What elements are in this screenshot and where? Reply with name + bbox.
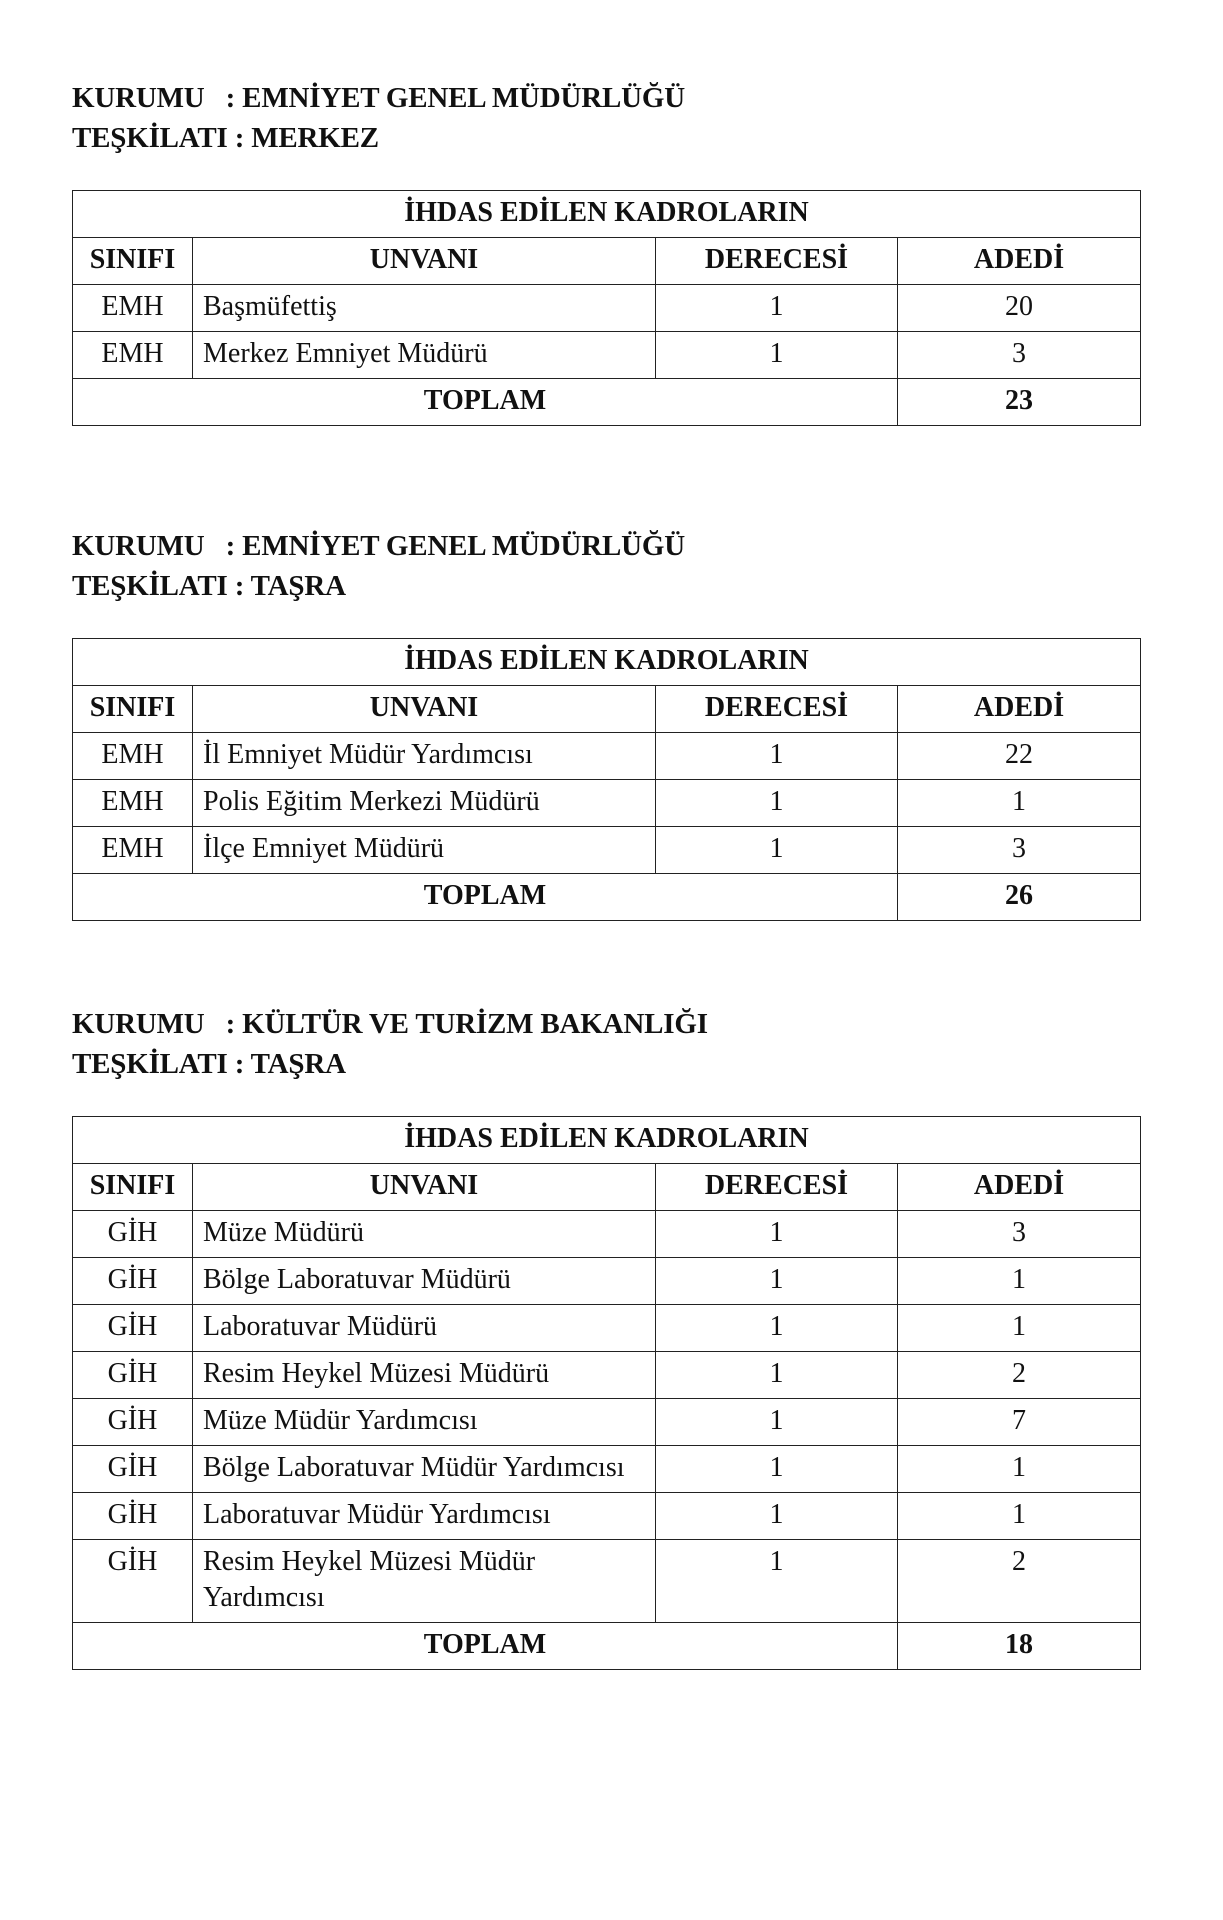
table-row — [73, 1446, 1141, 1493]
cell-derece: 1 — [656, 1493, 898, 1540]
cell-sinif: EMH — [73, 285, 193, 332]
cell-unvan: Bölge Laboratuvar Müdür Yardımcısı — [193, 1446, 656, 1493]
header-derecesi: DERECESİ — [656, 238, 898, 285]
total-value: 18 — [898, 1623, 1141, 1670]
cell-sinif: EMH — [73, 780, 193, 827]
cell-sinif: EMH — [73, 733, 193, 780]
total-label: TOPLAM — [73, 874, 898, 921]
teskilat-value: : TAŞRA — [234, 1048, 346, 1080]
cell-adet: 22 — [898, 733, 1141, 780]
cell-derece: 1 — [656, 1352, 898, 1399]
cell-unvan: Polis Eğitim Merkezi Müdürü — [193, 780, 656, 827]
teskilat-value: : TAŞRA — [234, 570, 346, 602]
teskilat-line — [72, 1044, 1140, 1084]
cell-sinif: GİH — [73, 1211, 193, 1258]
cell-sinif: EMH — [73, 332, 193, 379]
cell-adet: 1 — [898, 1446, 1141, 1493]
table-row — [73, 285, 1141, 332]
cell-derece: 1 — [656, 285, 898, 332]
kurum-label: KURUMU — [72, 1008, 205, 1040]
total-row — [73, 874, 1141, 921]
section-kultur-turizm-tasra — [72, 1004, 1140, 1670]
cell-sinif: EMH — [73, 827, 193, 874]
header-derecesi: DERECESİ — [656, 1164, 898, 1211]
table-row — [73, 827, 1141, 874]
header-unvani: UNVANI — [193, 238, 656, 285]
cell-derece: 1 — [656, 733, 898, 780]
teskilat-line — [72, 118, 1140, 158]
cell-unvan: Merkez Emniyet Müdürü — [193, 332, 656, 379]
header-unvani: UNVANI — [193, 1164, 656, 1211]
header-sinifi: SINIFI — [73, 238, 193, 285]
cell-derece: 1 — [656, 332, 898, 379]
table-row — [73, 733, 1141, 780]
teskilat-label: TEŞKİLATI — [72, 1048, 228, 1080]
kurum-line — [72, 78, 1140, 118]
cell-adet: 3 — [898, 332, 1141, 379]
table-row — [73, 1258, 1141, 1305]
cell-unvan: Müze Müdür Yardımcısı — [193, 1399, 656, 1446]
teskilat-line — [72, 566, 1140, 606]
kurum-line — [72, 1004, 1140, 1044]
total-label: TOPLAM — [73, 1623, 898, 1670]
cell-derece: 1 — [656, 1446, 898, 1493]
cell-sinif: GİH — [73, 1540, 193, 1623]
cell-adet: 1 — [898, 1305, 1141, 1352]
cell-adet: 1 — [898, 1258, 1141, 1305]
cell-adet: 1 — [898, 780, 1141, 827]
total-label: TOPLAM — [73, 379, 898, 426]
cell-unvan: Resim Heykel Müzesi Müdür Yardımcısı — [193, 1540, 656, 1623]
teskilat-value: : MERKEZ — [234, 122, 379, 154]
cell-derece: 1 — [656, 1540, 898, 1623]
total-row — [73, 1623, 1141, 1670]
total-row — [73, 379, 1141, 426]
header-derecesi: DERECESİ — [656, 686, 898, 733]
kadro-table — [72, 638, 1141, 921]
cell-adet: 7 — [898, 1399, 1141, 1446]
cell-derece: 1 — [656, 780, 898, 827]
cell-derece: 1 — [656, 1399, 898, 1446]
table-row — [73, 1493, 1141, 1540]
cell-sinif: GİH — [73, 1305, 193, 1352]
table-row — [73, 1540, 1141, 1623]
cell-unvan: Müze Müdürü — [193, 1211, 656, 1258]
cell-unvan: Laboratuvar Müdürü — [193, 1305, 656, 1352]
header-sinifi: SINIFI — [73, 686, 193, 733]
cell-unvan: İl Emniyet Müdür Yardımcısı — [193, 733, 656, 780]
cell-derece: 1 — [656, 1305, 898, 1352]
kurum-label: KURUMU — [72, 82, 205, 114]
cell-unvan: İlçe Emniyet Müdürü — [193, 827, 656, 874]
header-adedi: ADEDİ — [898, 1164, 1141, 1211]
section-emniyet-merkez — [72, 78, 1140, 426]
cell-sinif: GİH — [73, 1258, 193, 1305]
cell-unvan: Başmüfettiş — [193, 285, 656, 332]
table-row — [73, 1399, 1141, 1446]
teskilat-label: TEŞKİLATI — [72, 570, 228, 602]
total-value: 23 — [898, 379, 1141, 426]
cell-derece: 1 — [656, 1258, 898, 1305]
kurum-label: KURUMU — [72, 530, 205, 562]
table-caption: İHDAS EDİLEN KADROLARIN — [73, 639, 1141, 686]
cell-unvan: Laboratuvar Müdür Yardımcısı — [193, 1493, 656, 1540]
kurum-value: : KÜLTÜR VE TURİZM BAKANLIĞI — [225, 1008, 708, 1040]
cell-unvan: Resim Heykel Müzesi Müdürü — [193, 1352, 656, 1399]
header-adedi: ADEDİ — [898, 238, 1141, 285]
cell-adet: 2 — [898, 1540, 1141, 1623]
cell-adet: 3 — [898, 1211, 1141, 1258]
section-emniyet-tasra — [72, 526, 1140, 921]
teskilat-label: TEŞKİLATI — [72, 122, 228, 154]
cell-sinif: GİH — [73, 1352, 193, 1399]
total-value: 26 — [898, 874, 1141, 921]
cell-sinif: GİH — [73, 1493, 193, 1540]
kadro-table — [72, 190, 1141, 426]
table-caption: İHDAS EDİLEN KADROLARIN — [73, 1117, 1141, 1164]
table-row — [73, 1211, 1141, 1258]
cell-adet: 1 — [898, 1493, 1141, 1540]
cell-sinif: GİH — [73, 1446, 193, 1493]
header-unvani: UNVANI — [193, 686, 656, 733]
cell-unvan: Bölge Laboratuvar Müdürü — [193, 1258, 656, 1305]
table-row — [73, 332, 1141, 379]
cell-adet: 3 — [898, 827, 1141, 874]
table-row — [73, 780, 1141, 827]
header-sinifi: SINIFI — [73, 1164, 193, 1211]
cell-adet: 20 — [898, 285, 1141, 332]
kadro-table — [72, 1116, 1141, 1670]
cell-derece: 1 — [656, 827, 898, 874]
table-caption: İHDAS EDİLEN KADROLARIN — [73, 191, 1141, 238]
table-row — [73, 1305, 1141, 1352]
header-adedi: ADEDİ — [898, 686, 1141, 733]
cell-derece: 1 — [656, 1211, 898, 1258]
kurum-line — [72, 526, 1140, 566]
kurum-value: : EMNİYET GENEL MÜDÜRLÜĞÜ — [225, 82, 685, 114]
cell-sinif: GİH — [73, 1399, 193, 1446]
cell-adet: 2 — [898, 1352, 1141, 1399]
kurum-value: : EMNİYET GENEL MÜDÜRLÜĞÜ — [225, 530, 685, 562]
table-row — [73, 1352, 1141, 1399]
